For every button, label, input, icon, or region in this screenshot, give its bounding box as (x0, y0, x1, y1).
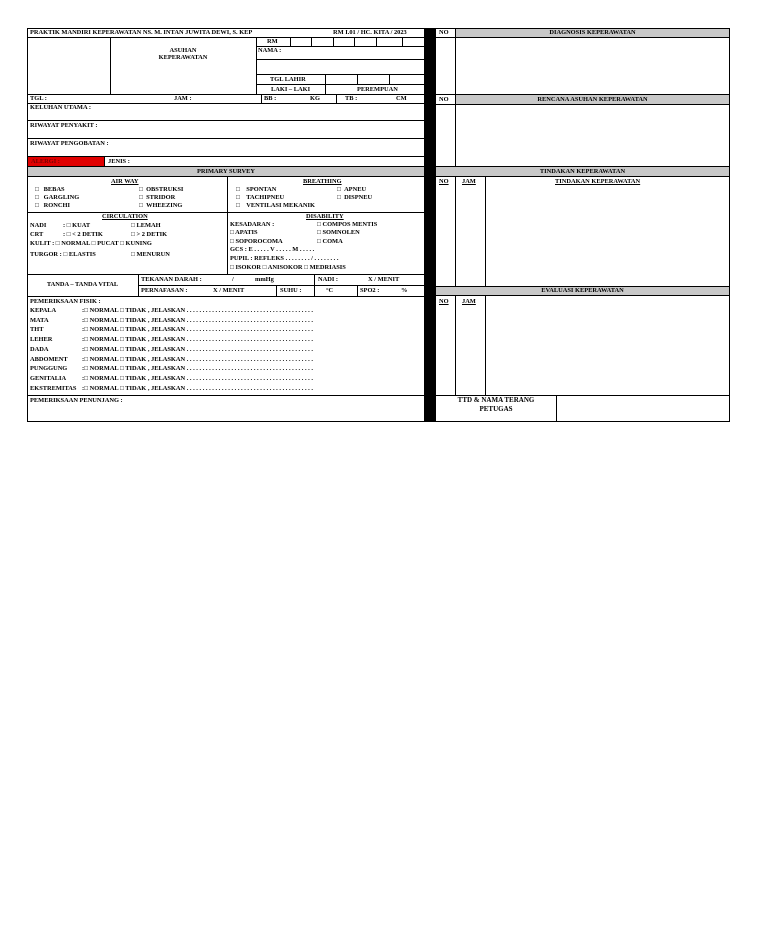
crt-opt-1: : □ < 2 DETIK (63, 231, 103, 238)
breathing-opt-4: □ APNEU (337, 186, 367, 193)
jam-label: JAM : (174, 95, 192, 102)
evaluasi-no: NO (439, 298, 449, 305)
riwayat-penyakit: RIWAYAT PENYAKIT : (30, 122, 98, 129)
ttd-label-1: TTD & NAMA TERANG (457, 396, 535, 404)
jenis-label: JENIS : (108, 158, 130, 165)
fisik-row-options: :□ NORMAL □ TIDAK , JELASKAN . . . . . . . . . . . . . . . . . . . . . . . . . . . . . . . . . . . . . . . . (82, 336, 313, 344)
td-label: TEKANAN DARAH : (141, 276, 202, 283)
nadi-unit: X / MENIT (368, 276, 400, 283)
riwayat-pengobatan: RIWAYAT PENGOBATAN : (30, 140, 109, 147)
clinic-name: PRAKTIK MANDIRI KEPERAWATAN NS. M. INTAN JUWITA DEWI, S. KEP (30, 29, 253, 36)
breathing-opt-1: □ SPONTAN (236, 186, 277, 193)
tindakan-title: TINDAKAN KEPERAWATAN (539, 168, 626, 175)
diagnosis-no: NO (439, 29, 449, 36)
fisik-row-label: KEPALA (30, 307, 57, 314)
fisik-row-label: EKSTREMITAS (30, 384, 77, 392)
fisik-row-options: :□ NORMAL □ TIDAK , JELASKAN . . . . . . . . . . . . . . . . . . . . . . . . . . . . . . . . . . . . . . . . (82, 384, 313, 392)
kesadaran-compos: □ COMPOS MENTIS (317, 221, 378, 228)
breathing-opt-3: □ VENTILASI MEKANIK (236, 202, 315, 209)
fisik-row-label: ABDOMENT (30, 355, 68, 363)
asuhan-title-2: KEPERAWATAN (158, 54, 208, 61)
spo2-label: SPO2 : (360, 287, 380, 294)
cm-unit: CM (396, 95, 407, 102)
nadi-opt-1: : □ KUAT (63, 222, 91, 229)
crt-opt-2: □ > 2 DETIK (131, 231, 168, 238)
kesadaran-coma: □ COMA (317, 238, 343, 245)
suhu-label: SUHU : (280, 287, 302, 294)
tindakan-no: NO (439, 178, 449, 185)
fisik-row-label: MATA (30, 316, 49, 324)
airway-opt-4: □ OBSTRUKSI (139, 186, 184, 193)
tgl-label: TGL : (30, 95, 47, 102)
fisik-row-options: :□ NORMAL □ TIDAK , JELASKAN . . . . . . . . . . . . . . . . . . . . . . . . . . . . . . . . . . . . . . . . (82, 365, 313, 373)
breathing-opt-5: □ DISPNEU (337, 194, 373, 201)
bb-label: BB : (264, 95, 277, 102)
kesadaran-soporocoma: □ SOPOROCOMA (230, 238, 283, 245)
fisik-row-options: :□ NORMAL □ TIDAK , JELASKAN . . . . . . . . . . . . . . . . . . . . . . . . . . . . . . . . . . . . . . . . (82, 326, 313, 334)
nadi-label: NADI (30, 222, 47, 229)
crt-label: CRT (30, 231, 44, 238)
fisik-row-options: :□ NORMAL □ TIDAK , JELASKAN . . . . . . . . . . . . . . . . . . . . . . . . . . . . . . . . . . . . . . . . (82, 345, 313, 353)
fisik-row-label: LEHER (30, 336, 53, 344)
right-form (435, 28, 730, 422)
kesadaran-label: KESADARAN : (230, 221, 275, 228)
spo2-unit: % (401, 287, 408, 294)
fisik-title: PEMERIKSAAN FISIK : (30, 298, 101, 305)
tindakan-col-title: TINDAKAN KEPERAWATAN (555, 178, 641, 185)
vital-label: TANDA – TANDA VITAL (46, 281, 119, 288)
fisik-row-label: THT (30, 326, 44, 334)
pernafasan-label: PERNAFASAN : (141, 287, 188, 294)
pupil-options: □ ISOKOR □ ANISOKOR □ MEDRIASIS (230, 264, 346, 271)
kesadaran-somnolen: □ SOMNOLEN (317, 229, 360, 236)
fisik-row-options: :□ NORMAL □ TIDAK , JELASKAN . . . . . . . . . . . . . . . . . . . . . . . . . . . . . . . . . . . . . . . . (82, 355, 313, 363)
diagnosis-title: DIAGNOSIS KEPERAWATAN (549, 29, 636, 36)
gender-perempuan: PEREMPUAN (357, 86, 398, 93)
gender-laki: LAKI – LAKI (271, 86, 311, 93)
gcs-row: GCS : E . . . . . V . . . . . M . . . . . (230, 246, 315, 253)
keluhan-utama: KELUHAN UTAMA : (30, 104, 91, 111)
breathing-opt-2: □ TACHIPNEU (236, 194, 285, 201)
tb-label: TB : (345, 95, 358, 102)
airway-opt-2: □ GARGLING (35, 194, 80, 201)
nadi-opt-2: □ LEMAH (131, 222, 161, 229)
evaluasi-jam: JAM (462, 298, 476, 305)
circulation-title: CIRCULATION (102, 213, 148, 220)
asuhan-title-1: ASUHAN (169, 47, 197, 54)
rm-label: RM (267, 38, 278, 45)
rencana-no: NO (439, 96, 449, 103)
fisik-row-label: GENITALIA (30, 374, 67, 382)
airway-opt-6: □ WHEEZING (139, 202, 183, 209)
airway-opt-5: □ STRIDOR (139, 194, 176, 201)
fisik-row-options: :□ NORMAL □ TIDAK , JELASKAN . . . . . . . . . . . . . . . . . . . . . . . . . . . . . . . . . . . . . . . . (82, 307, 313, 314)
suhu-unit: °C (326, 287, 334, 294)
disability-title: DISABILITY (306, 213, 344, 220)
breathing-title: BREATHING (303, 178, 342, 185)
airway-title: AIR WAY (111, 178, 139, 185)
alergi-label: ALERGI : (31, 158, 60, 165)
tindakan-jam: JAM (462, 178, 476, 185)
fisik-row-label: DADA (30, 345, 49, 353)
pernafasan-unit: X / MENIT (213, 287, 245, 294)
turgor-opt-1: TURGOR : □ ELASTIS (30, 251, 96, 258)
fisik-row-options: :□ NORMAL □ TIDAK , JELASKAN . . . . . . . . . . . . . . . . . . . . . . . . . . . . . . . . . . . . . . . . (82, 316, 313, 324)
fisik-row-options: :□ NORMAL □ TIDAK , JELASKAN . . . . . . . . . . . . . . . . . . . . . . . . . . . . . . . . . . . . . . . . (82, 374, 313, 382)
turgor-opt-2: □ MENURUN (131, 251, 170, 258)
nadi-vital-label: NADI : (318, 276, 339, 283)
airway-opt-3: □ RONCHI (35, 202, 70, 209)
mmhg-unit: mmHg (255, 276, 274, 283)
kesadaran-apatis: □ APATIS (230, 229, 258, 236)
ttd-label-2: PETUGAS (479, 405, 513, 413)
penunjang-label: PEMERIKSAAN PENUNJANG : (30, 397, 123, 404)
primary-survey-title: PRIMARY SURVEY (196, 168, 256, 175)
airway-opt-1: □ BEBAS (35, 186, 65, 193)
nama-label: NAMA : (258, 47, 282, 54)
rencana-title: RENCANA ASUHAN KEPERAWATAN (537, 96, 648, 103)
pupil-row: PUPIL : REFLEKS . . . . . . . . / . . . . . . . . (230, 255, 339, 262)
tgl-lahir-label: TGL LAHIR (270, 76, 306, 83)
kg-unit: KG (310, 95, 320, 102)
fisik-row-label: PUNGGUNG (30, 365, 68, 373)
kulit-row: KULIT : □ NORMAL □ PUCAT □ KUNING (30, 240, 152, 247)
td-slash: / (232, 276, 234, 283)
doc-code: RM I.01 / HC. KITA / 2023 (333, 29, 407, 36)
evaluasi-title: EVALUASI KEPERAWATAN (541, 287, 624, 294)
